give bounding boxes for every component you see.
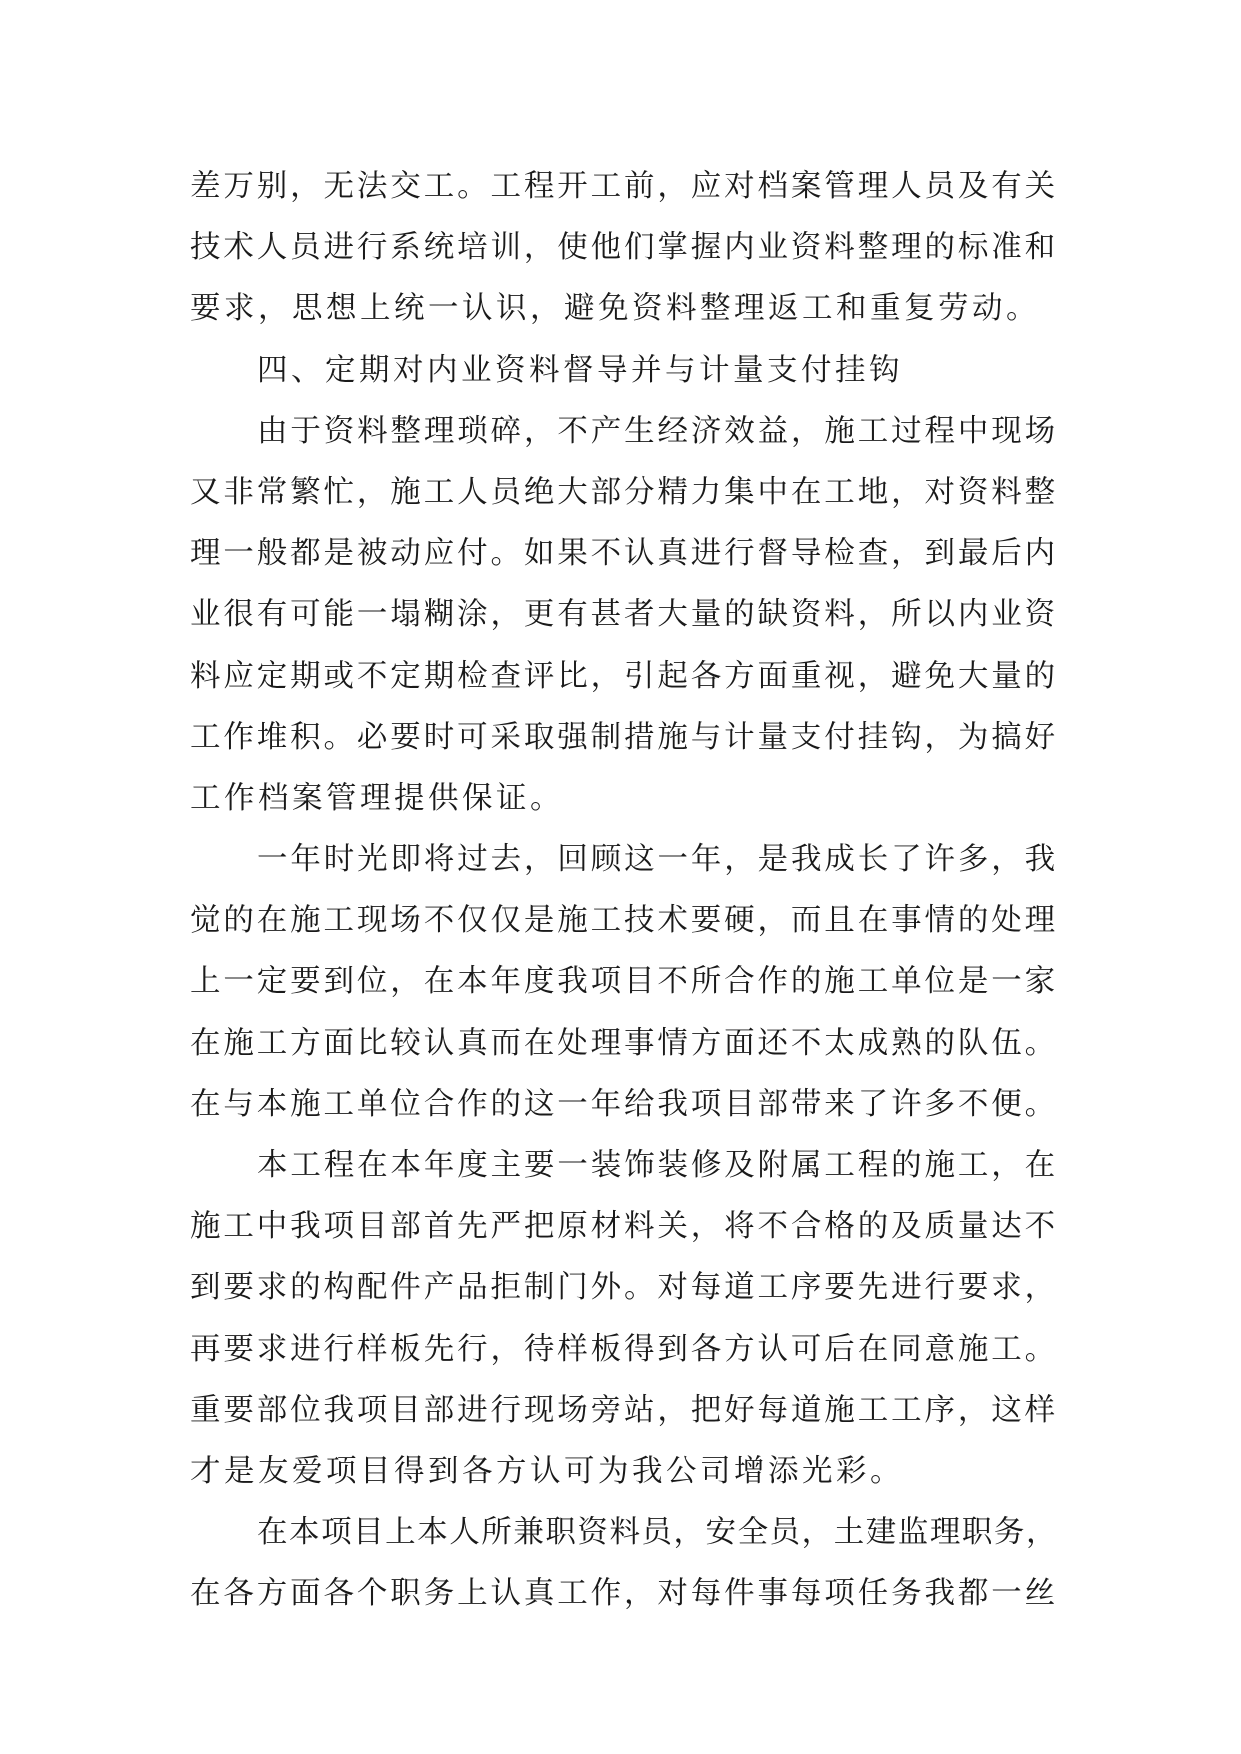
- text-line: 工作档案管理提供保证。: [190, 780, 564, 816]
- text-line: 要求，思想上统一认识，避免资料整理返工和重复劳动。: [190, 291, 1040, 327]
- text-line: 在各方面各个职务上认真工作，对每件事每项任务我都一丝: [190, 1576, 1058, 1612]
- text-line: 工作堆积。必要时可采取强制措施与计量支付挂钩，为搞好: [190, 719, 1058, 755]
- text-line: 在施工方面比较认真而在处理事情方面还不太成熟的队伍。: [190, 1025, 1058, 1061]
- text-line: 到要求的构配件产品拒制门外。对每道工序要先进行要求，: [190, 1270, 1058, 1306]
- text-line: 才是友爱项目得到各方认可为我公司增添光彩。: [190, 1453, 904, 1489]
- text-line: 再要求进行样板先行，待样板得到各方认可后在同意施工。: [190, 1331, 1058, 1367]
- text-line: 理一般都是被动应付。如果不认真进行督导检查，到最后内: [190, 536, 1058, 572]
- paragraph-first-line: 本工程在本年度主要一装饰装修及附属工程的施工，在: [257, 1148, 1058, 1183]
- document-body: [190, 156, 1058, 1625]
- text-line: 上一定要到位，在本年度我项目不所合作的施工单位是一家: [190, 964, 1058, 1000]
- text-line: 又非常繁忙，施工人员绝大部分精力集中在工地，对资料整: [190, 474, 1058, 510]
- paragraph-first-line: 在本项目上本人所兼职资料员，安全员，土建监理职务，: [257, 1515, 1058, 1551]
- paragraph-first-line: 一年时光即将过去，回顾这一年，是我成长了许多，我: [257, 842, 1058, 878]
- text-line: 业很有可能一塌糊涂，更有甚者大量的缺资料，所以内业资: [190, 597, 1058, 633]
- text-line: 施工中我项目部首先严把原材料关，将不合格的及质量达不: [190, 1209, 1058, 1245]
- text-line: 料应定期或不定期检查评比，引起各方面重视，避免大量的: [190, 658, 1058, 694]
- paragraph-first-line: 四、定期对内业资料督导并与计量支付挂钩: [257, 352, 903, 388]
- text-line: 技术人员进行系统培训，使他们掌握内业资料整理的标准和: [190, 230, 1058, 266]
- text-line: 重要部位我项目部进行现场旁站，把好每道施工工序，这样: [190, 1392, 1058, 1428]
- text-line: 觉的在施工现场不仅仅是施工技术要硬，而且在事情的处理: [190, 903, 1058, 939]
- text-line: 差万别，无法交工。工程开工前，应对档案管理人员及有关: [190, 169, 1058, 204]
- paragraph-first-line: 由于资料整理琐碎，不产生经济效益，施工过程中现场: [257, 413, 1058, 449]
- text-line: 在与本施工单位合作的这一年给我项目部带来了许多不便。: [190, 1086, 1058, 1122]
